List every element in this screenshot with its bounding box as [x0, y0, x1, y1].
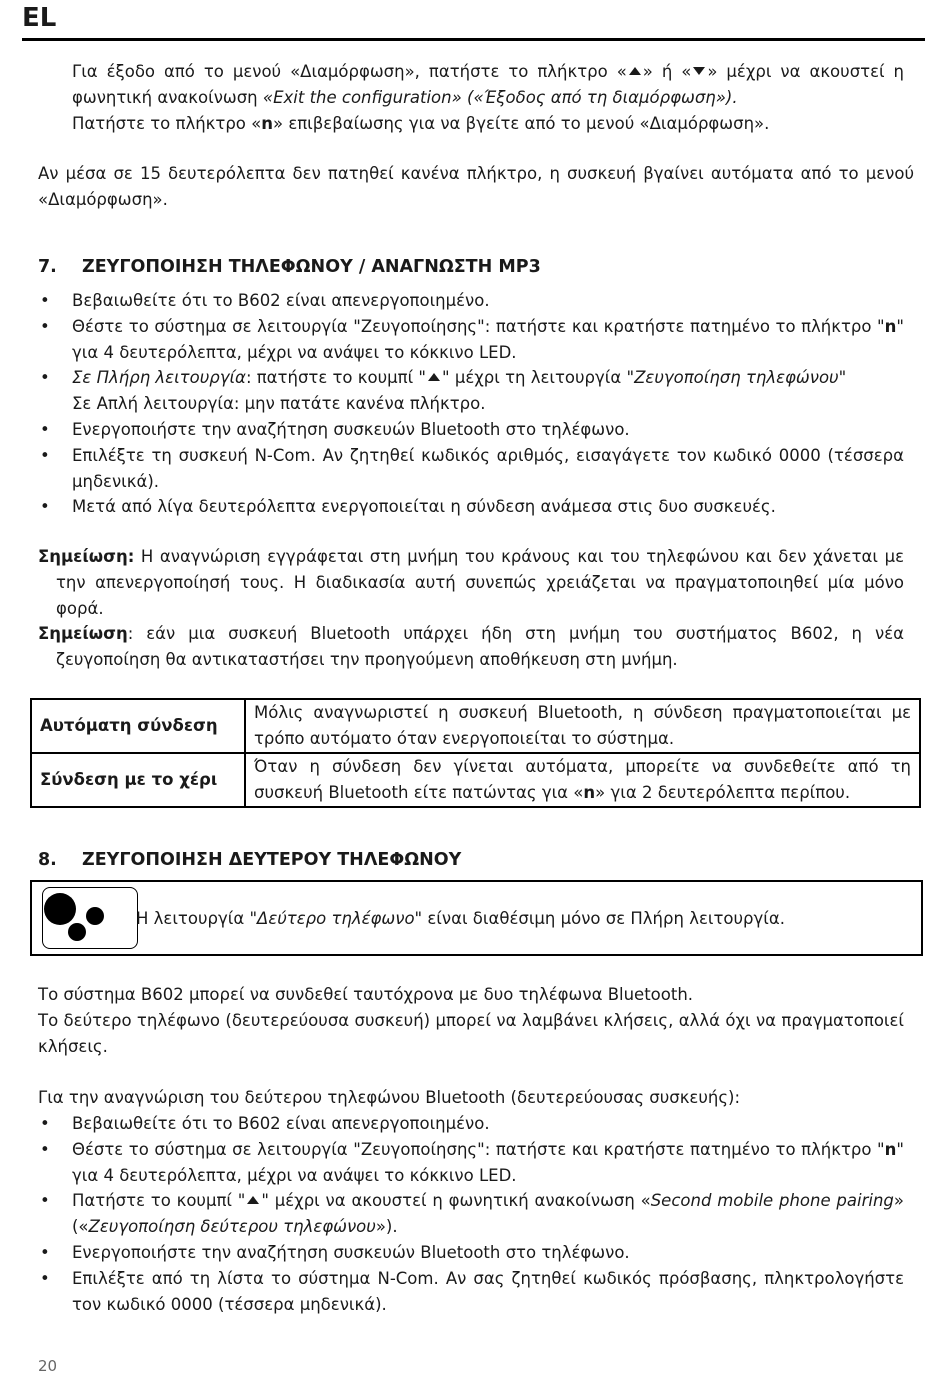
list-item: • Σε Πλήρη λειτουργία: πατήστε το κουμπί " " μέχρι τη λειτουργία "Ζευγοποίηση τηλεφώνου" Σε Απλή λειτουργία: μην πατάτε κανένα πλήκτρο.: [38, 365, 904, 417]
language-code: EL: [22, 3, 57, 33]
table-row: [31, 699, 920, 753]
up-arrow-icon: [428, 373, 440, 381]
timeout-paragraph: Αν μέσα σε 15 δευτερόλεπτα δεν πατηθεί κανένα πλήκτρο, η συσκευή βγαίνει αυτόματα από το μενού «Διαμόρφωση».: [38, 164, 914, 209]
two-dots-icon: [42, 887, 138, 949]
connection-modes-table: [30, 698, 921, 808]
note-overwrite: Σημείωση: εάν μια συσκευή Bluetooth υπάρχει ήδη στη μνήμη του συστήματος B602, η νέα ζευγοποίηση θα αντικαταστήσει την προηγούμενη αποθήκευση στη μνήμη.: [38, 624, 904, 669]
section-7-heading: 7. ΖΕΥΓΟΠΟΙΗΣΗ ΤΗΛΕΦΩΝΟΥ / ΑΝΑΓΝΩΣΤΗ MP3: [38, 257, 541, 277]
table-cell-desc: Μόλις αναγνωριστεί η συσκευή Bluetooth, η σύνδεση πραγματοποιείται με τρόπο αυτόματο όταν ενεργοποιείται το σύστημα.: [245, 699, 920, 753]
list-item: • Βεβαιωθείτε ότι το B602 είναι απενεργοποιημένο.: [38, 288, 904, 314]
up-arrow-icon: [247, 1196, 259, 1204]
exit-config-line-1: Για έξοδο από το μενού «Διαμόρφωση», πατήστε το πλήκτρο « » ή « » μέχρι να ακουστεί η: [72, 62, 904, 81]
down-arrow-icon: [693, 67, 705, 75]
exit-config-line-3: Πατήστε το πλήκτρο «n» επιβεβαίωσης για να βγείτε από το μενού «Διαμόρφωση».: [72, 113, 770, 133]
two-dots-icon-graphic: [43, 888, 137, 948]
list-item: • Πατήστε το κουμπί " " μέχρι να ακουστεί η φωνητική ανακοίνωση «Second mobile phone pairing» («Ζευγοποίηση δεύτερου τηλεφώνου»).: [38, 1188, 904, 1240]
table-cell-label: Αυτόματη σύνδεση: [31, 699, 245, 753]
list-item: • Θέστε το σύστημα σε λειτουργία "Ζευγοποίησης": πατήστε και κρατήστε πατημένο το πλήκτρο "n" για 4 δευτερόλεπτα, μέχρι να ανάψει το κόκκινο LED.: [38, 1137, 904, 1189]
second-phone-paragraph: Το σύστημα B602 μπορεί να συνδεθεί ταυτόχρονα με δυο τηλέφωνα Bluetooth. Το δεύτερο τηλέφωνο (δευτερεύουσα συσκευή) μπορεί να λαμβάνει κλήσεις, αλλά όχι να πραγματοποιεί κλήσεις.: [38, 985, 904, 1056]
list-item: • Μετά από λίγα δευτερόλεπτα ενεργοποιείται η σύνδεση ανάμεσα στις δυο συσκευές.: [38, 494, 904, 520]
section-8-steps: [38, 1111, 904, 1317]
exit-config-paragraph: [72, 59, 904, 136]
up-arrow-icon: [629, 67, 641, 75]
page-number: 20: [38, 1357, 58, 1375]
list-item: • Ενεργοποιήστε την αναζήτηση συσκευών Bluetooth στο τηλέφωνο.: [38, 1240, 904, 1266]
list-item: • Θέστε το σύστημα σε λειτουργία "Ζευγοποίησης": πατήστε και κρατήστε πατημένο το πλήκτρο "n" για 4 δευτερόλεπτα, μέχρι να ανάψει το κόκκινο LED.: [38, 314, 904, 366]
list-item: • Βεβαιωθείτε ότι το B602 είναι απενεργοποιημένο.: [38, 1111, 904, 1137]
section-8-heading: 8. ΖΕΥΓΟΠΟΙΗΣΗ ΔΕΥΤΕΡΟΥ ΤΗΛΕΦΩΝΟΥ: [38, 850, 462, 870]
table-row: [31, 753, 920, 807]
list-item: • Ενεργοποιήστε την αναζήτηση συσκευών Bluetooth στο τηλέφωνο.: [38, 417, 904, 443]
exit-config-line-2: φωνητική ανακοίνωση «Exit the configuration» («Έξοδος από τη διαμόρφωση»).: [72, 87, 738, 107]
full-mode-info-box: [30, 880, 923, 956]
list-item: • Επιλέξτε από τη λίστα το σύστημα N-Com. Αν σας ζητηθεί κωδικός πρόσβασης, πληκτρολογήστε τον κωδικό 0000 (τέσσερα μηδενικά).: [38, 1266, 904, 1318]
note-memory: Σημείωση: Η αναγνώριση εγγράφεται στη μνήμη του κράνους και του τηλεφώνου και δεν χάνεται με την απενεργοποίησή τους. Η διαδικασία αυτή συνεπώς χρειάζεται να πραγματοποιηθεί μία μόνο φορά.: [38, 547, 904, 618]
list-item: • Επιλέξτε τη συσκευή N-Com. Αν ζητηθεί κωδικός αριθμός, εισαγάγετε τον κωδικό 0000 (τέσσερα μηδενικά).: [38, 443, 904, 495]
header-rule: [22, 38, 925, 41]
section-7-steps: [38, 288, 904, 520]
second-phone-intro: Για την αναγνώριση του δεύτερου τηλεφώνου Bluetooth (δευτερεύουσας συσκευής):: [38, 1088, 741, 1107]
table-cell-label: Σύνδεση με το χέρι: [31, 753, 245, 807]
table-cell-desc: Όταν η σύνδεση δεν γίνεται αυτόματα, μπορείτε να συνδεθείτε από τη συσκευή Bluetooth είτε πατώντας για «n» για 2 δευτερόλεπτα περίπου.: [245, 753, 920, 807]
info-text: Η λειτουργία "Δεύτερο τηλέφωνο" είναι διαθέσιμη μόνο σε Πλήρη λειτουργία.: [136, 909, 785, 928]
